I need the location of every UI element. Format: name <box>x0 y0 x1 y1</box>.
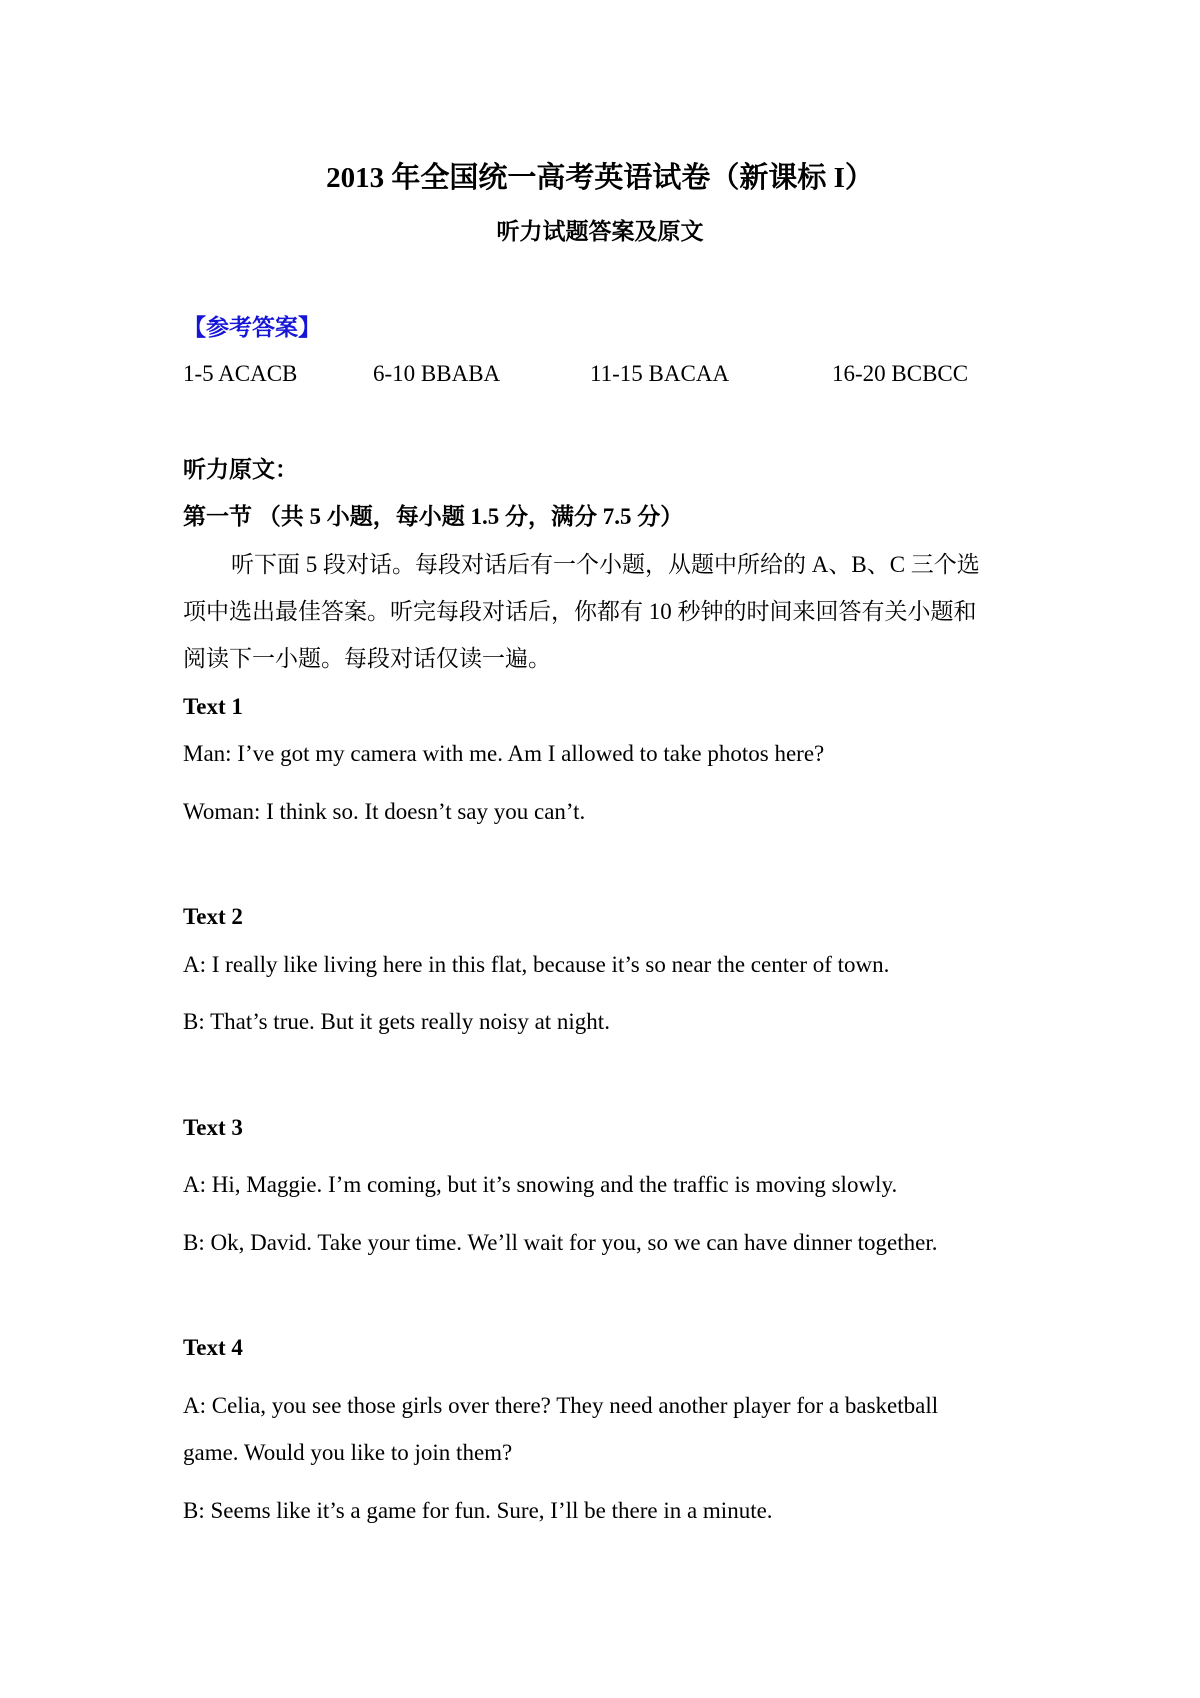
dialogue-line: Woman: I think so. It doesn’t say you can’t. <box>183 799 586 824</box>
answer-group: 6-10 BBABA <box>373 361 501 386</box>
answers-heading: 【参考答案】 <box>183 315 321 340</box>
section-heading: 第一节 （共 5 小题，每小题 1.5 分，满分 7.5 分） <box>183 504 684 529</box>
page-title: 2013 年全国统一高考英语试卷（新课标 I） <box>326 162 874 194</box>
instructions-line: 阅读下一小题。每段对话仅读一遍。 <box>183 646 551 671</box>
instructions-line: 听下面 5 段对话。每段对话后有一个小题，从题中所给的 A、B、C 三个选 <box>231 552 980 577</box>
dialogue-line: A: I really like living here in this flat, because it’s so near the center of town. <box>183 952 890 977</box>
dialogue-line: B: That’s true. But it gets really noisy at night. <box>183 1009 610 1034</box>
transcript-heading: 听力原文： <box>183 457 298 482</box>
answer-key-row <box>183 359 1003 389</box>
text-label: Text 3 <box>183 1115 243 1140</box>
text-label: Text 2 <box>183 904 243 929</box>
page-subtitle: 听力试题答案及原文 <box>496 219 704 244</box>
dialogue-line: B: Seems like it’s a game for fun. Sure, I’ll be there in a minute. <box>183 1498 773 1523</box>
answer-group: 16-20 BCBCC <box>832 361 969 386</box>
dialogue-line: A: Celia, you see those girls over there? They need another player for a basketball <box>183 1393 939 1418</box>
instructions-line: 项中选出最佳答案。听完每段对话后，你都有 10 秒钟的时间来回答有关小题和 <box>183 599 977 624</box>
text-label: Text 4 <box>183 1335 243 1360</box>
answer-group: 1-5 ACACB <box>183 361 298 386</box>
dialogue-line: B: Ok, David. Take your time. We’ll wait for you, so we can have dinner together. <box>183 1230 938 1255</box>
dialogue-line: A: Hi, Maggie. I’m coming, but it’s snowing and the traffic is moving slowly. <box>183 1172 898 1197</box>
answer-group: 11-15 BACAA <box>590 361 730 386</box>
dialogue-line: Man: I’ve got my camera with me. Am I allowed to take photos here? <box>183 741 825 766</box>
dialogue-line: game. Would you like to join them? <box>183 1440 513 1465</box>
text-label: Text 1 <box>183 694 243 719</box>
